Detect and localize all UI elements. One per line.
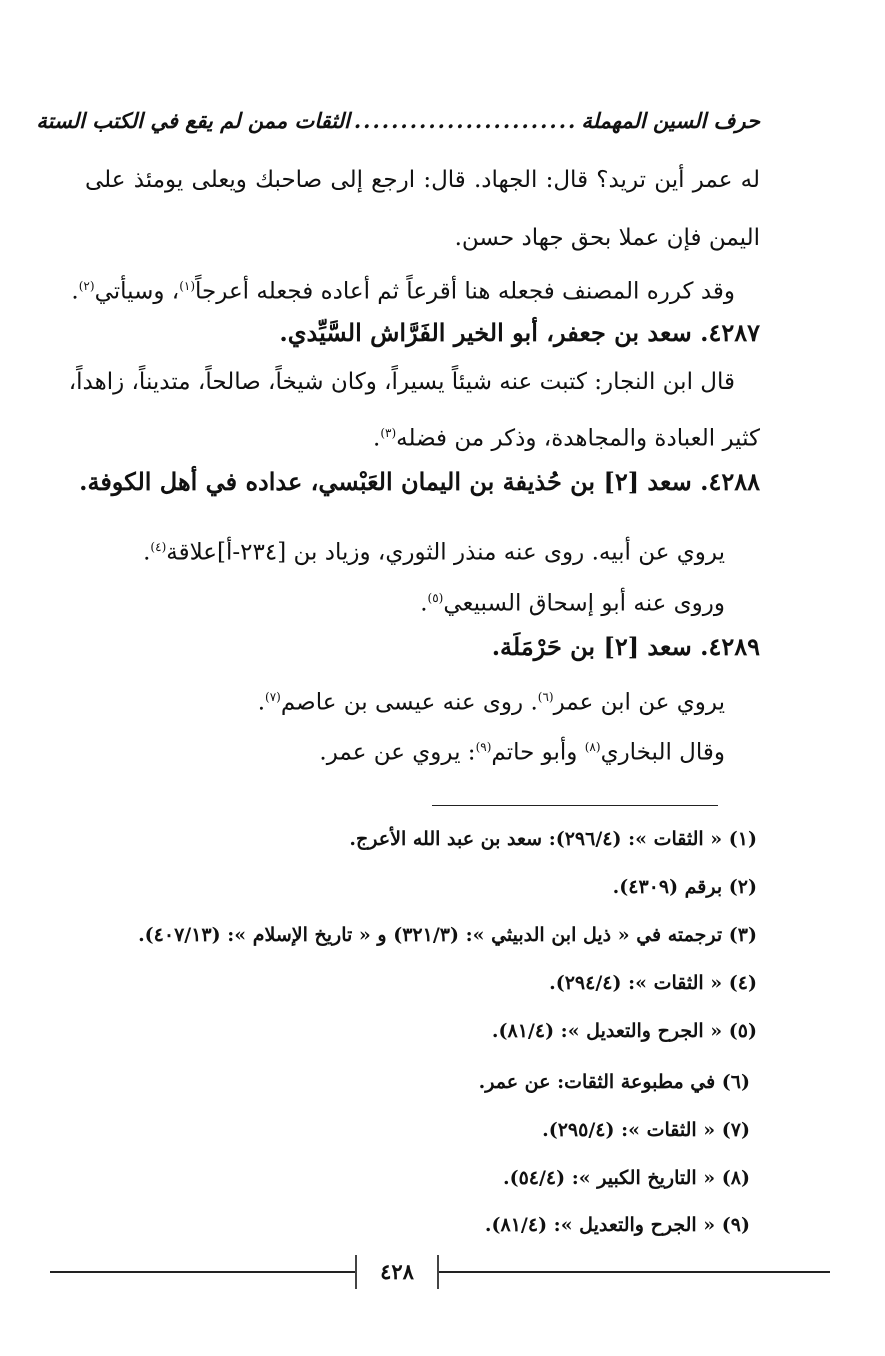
- footnote-marker: (٢): [78, 279, 95, 293]
- footnote-marker: (٤): [150, 540, 167, 554]
- entry-heading-4287: ٤٢٨٧. سعد بن جعفر، أبو الخير الفَرَّاش السَّيِّدي.: [279, 318, 760, 347]
- body-line-12: وقال البخاري$^{(٨)}$ وأبو حاتم$^{(٩)}$: يروي عن عمر.: [319, 739, 725, 766]
- footnote-marker: (٧): [265, 690, 281, 704]
- footnote-1: (١) « الثقات »: (٢٩٦/٤): سعد بن عبد الله الأعرج.: [349, 828, 757, 850]
- entry-heading-4288: ٤٢٨٨. سعد [٢] بن حُذيفة بن اليمان العَبْسي، عداده في أهل الكوفة.: [79, 467, 760, 496]
- footnote-marker: (٦): [537, 690, 554, 704]
- body-line-3: وقد كرره المصنف فجعله هنا أقرعاً ثم أعاده فجعله أعرجاً$^{(١)}$، وسيأتي$^{(٢)}$.: [71, 278, 735, 305]
- footnote-marker: (٣): [380, 426, 397, 440]
- running-header: [36, 100, 760, 140]
- page-number: ٤٢٨: [355, 1255, 439, 1289]
- body-line-11: يروي عن ابن عمر$^{(٦)}$. روى عنه عيسى بن عاصم$^{(٧)}$.: [257, 689, 725, 716]
- footnote-marker: (١): [179, 279, 196, 293]
- bottom-rule: [50, 1271, 830, 1273]
- header-leader-dots: ........................: [353, 107, 578, 133]
- footnote-4: (٤) « الثقات »: (٢٩٤/٤).: [549, 972, 757, 994]
- footnote-marker: (٩): [475, 740, 492, 754]
- body-line-6: كثير العبادة والمجاهدة، وذكر من فضله$^{(٣)}$.: [373, 425, 760, 452]
- header-book-title: الثقات ممن لم يقع في الكتب الستة: [36, 107, 350, 133]
- footnote-marker: (٨): [584, 740, 601, 754]
- body-line-9: وروى عنه أبو إسحاق السبيعي$^{(٥)}$.: [420, 590, 725, 617]
- footnote-7: (٧) « الثقات »: (٢٩٥/٤).: [542, 1119, 750, 1141]
- body-line-1: له عمر أين تريد؟ قال: الجهاد. قال: ارجع إلى صاحبك ويعلى يومئذ على: [85, 167, 760, 193]
- footnote-divider: [432, 805, 718, 806]
- footnote-marker: (٥): [427, 591, 444, 605]
- footnote-6: (٦) في مطبوعة الثقات: عن عمر.: [478, 1071, 750, 1093]
- footnote-2: (٢) برقم (٤٣٠٩).: [612, 876, 757, 898]
- entry-heading-4289: ٤٢٨٩. سعد [٢] بن حَرْمَلَة.: [491, 632, 760, 661]
- footnote-5: (٥) « الجرح والتعديل »: (٨١/٤).: [491, 1020, 757, 1042]
- body-line-8: يروي عن أبيه. روى عنه منذر الثوري، وزياد بن [٢٣٤-أ]علاقة$^{(٤)}$.: [143, 539, 725, 566]
- footnote-9: (٩) « الجرح والتعديل »: (٨١/٤).: [484, 1214, 750, 1236]
- body-line-2: اليمن فإن عملا بحق جهاد حسن.: [454, 225, 760, 251]
- footnote-3: (٣) ترجمته في « ذيل ابن الدبيثي »: (٣٢١/٣) و « تاريخ الإسلام »: (٤٠٧/١٣).: [138, 924, 757, 946]
- footnote-8: (٨) « التاريخ الكبير »: (٥٤/٤).: [502, 1167, 750, 1189]
- header-chapter-title: حرف السين المهملة: [581, 107, 760, 133]
- body-line-5: قال ابن النجار: كتبت عنه شيئاً يسيراً، وكان شيخاً، صالحاً، متديناً، زاهداً،: [68, 369, 735, 395]
